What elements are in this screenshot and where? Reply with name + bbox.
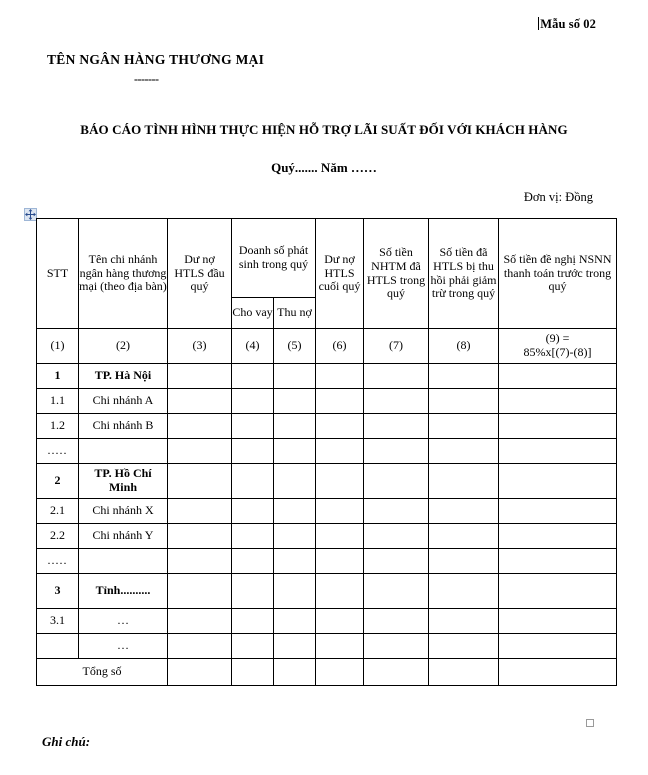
row-value-cell-9[interactable] (499, 574, 617, 609)
row-value-cell-8[interactable] (429, 439, 499, 464)
row-stt-cell[interactable]: 2 (37, 464, 79, 499)
row-stt-cell[interactable] (37, 634, 79, 659)
row-value-cell-9[interactable] (499, 549, 617, 574)
row-value-cell-4[interactable] (232, 439, 274, 464)
col-header-turnover-lend: Cho vay (232, 298, 274, 329)
row-value-cell-7[interactable] (364, 609, 429, 634)
total-cell-8[interactable] (429, 659, 499, 686)
row-value-cell-5[interactable] (274, 464, 316, 499)
row-value-cell-6[interactable] (316, 549, 364, 574)
row-name-cell[interactable]: … (79, 634, 168, 659)
number-cell-4: (4) (232, 329, 274, 364)
heading-rule: ------- (134, 72, 159, 86)
row-name-cell[interactable]: Chi nhánh Y (79, 524, 168, 549)
table-row (37, 389, 617, 414)
row-value-cell-4[interactable] (232, 574, 274, 609)
table-body (37, 329, 617, 686)
row-value-cell-3[interactable] (168, 439, 232, 464)
col-header-debt-begin: Dư nợ HTLS đầu quý (168, 219, 232, 329)
row-value-cell-3[interactable] (168, 524, 232, 549)
number-cell-5: (5) (274, 329, 316, 364)
row-name-cell[interactable]: … (79, 609, 168, 634)
row-value-cell-8[interactable] (429, 364, 499, 389)
row-value-cell-4[interactable] (232, 414, 274, 439)
row-value-cell-3[interactable] (168, 499, 232, 524)
row-value-cell-9[interactable] (499, 414, 617, 439)
number-cell-9-line1: (9) = (545, 331, 570, 346)
number-cell-1: (1) (37, 329, 79, 364)
row-stt-cell[interactable]: ..... (37, 439, 79, 464)
footer-note: Ghi chú: (42, 734, 91, 749)
total-cell-6[interactable] (316, 659, 364, 686)
row-name-cell[interactable]: Chi nhánh A (79, 389, 168, 414)
row-value-cell-8[interactable] (429, 574, 499, 609)
row-value-cell-6[interactable] (316, 634, 364, 659)
row-value-cell-9[interactable] (499, 389, 617, 414)
row-value-cell-8[interactable] (429, 609, 499, 634)
row-value-cell-5[interactable] (274, 634, 316, 659)
row-value-cell-8[interactable] (429, 389, 499, 414)
report-table-wrapper (36, 218, 616, 686)
table-header-row-main (37, 219, 617, 298)
row-value-cell-9[interactable] (499, 499, 617, 524)
report-period: Quý....... Năm …… (271, 160, 377, 175)
row-stt-cell[interactable]: ..... (37, 549, 79, 574)
row-value-cell-5[interactable] (274, 549, 316, 574)
row-value-cell-3[interactable] (168, 549, 232, 574)
table-row (37, 499, 617, 524)
row-value-cell-7[interactable] (364, 524, 429, 549)
number-cell-7: (7) (364, 329, 429, 364)
row-name-cell[interactable] (79, 549, 168, 574)
row-value-cell-4[interactable] (232, 389, 274, 414)
row-value-cell-9[interactable] (499, 524, 617, 549)
row-name-cell[interactable]: TP. Hồ Chí Minh (79, 464, 168, 499)
row-value-cell-3[interactable] (168, 634, 232, 659)
row-stt-cell[interactable]: 1.2 (37, 414, 79, 439)
bank-name-heading: TÊN NGÂN HÀNG THƯƠNG MẠI (47, 52, 265, 67)
total-label[interactable]: Tổng số (37, 659, 168, 686)
report-table (36, 218, 617, 686)
row-value-cell-3[interactable] (168, 464, 232, 499)
row-value-cell-7[interactable] (364, 414, 429, 439)
row-value-cell-9[interactable] (499, 634, 617, 659)
total-cell-9[interactable] (499, 659, 617, 686)
row-value-cell-6[interactable] (316, 609, 364, 634)
row-value-cell-3[interactable] (168, 574, 232, 609)
row-value-cell-4[interactable] (232, 609, 274, 634)
page-title: BÁO CÁO TÌNH HÌNH THỰC HIỆN HỖ TRỢ LÃI SUẤT ĐỐI VỚI KHÁCH HÀNG (80, 122, 568, 137)
row-name-cell[interactable]: Chi nhánh X (79, 499, 168, 524)
row-value-cell-8[interactable] (429, 524, 499, 549)
row-value-cell-5[interactable] (274, 524, 316, 549)
row-value-cell-5[interactable] (274, 389, 316, 414)
row-value-cell-8[interactable] (429, 464, 499, 499)
row-value-cell-7[interactable] (364, 364, 429, 389)
row-value-cell-8[interactable] (429, 549, 499, 574)
number-cell-3: (3) (168, 329, 232, 364)
row-value-cell-3[interactable] (168, 389, 232, 414)
row-value-cell-9[interactable] (499, 609, 617, 634)
row-value-cell-9[interactable] (499, 364, 617, 389)
table-row (37, 549, 617, 574)
row-value-cell-3[interactable] (168, 609, 232, 634)
table-resize-handle-icon[interactable] (586, 719, 594, 727)
row-value-cell-7[interactable] (364, 499, 429, 524)
row-stt-cell[interactable]: 3.1 (37, 609, 79, 634)
col-header-amount-recovered: Số tiền đã HTLS bị thu hồi phải giảm trừ trong quý (429, 219, 499, 329)
form-code-label: Mẫu số 02 (540, 17, 596, 31)
row-value-cell-9[interactable] (499, 439, 617, 464)
row-value-cell-5[interactable] (274, 364, 316, 389)
table-number-row (37, 329, 617, 364)
number-cell-2: (2) (79, 329, 168, 364)
col-header-amount-supported: Số tiền NHTM đã HTLS trong quý (364, 219, 429, 329)
col-header-stt: STT (37, 219, 79, 329)
row-value-cell-5[interactable] (274, 574, 316, 609)
total-cell-5[interactable] (274, 659, 316, 686)
row-value-cell-7[interactable] (364, 389, 429, 414)
row-value-cell-5[interactable] (274, 609, 316, 634)
row-value-cell-7[interactable] (364, 464, 429, 499)
row-value-cell-3[interactable] (168, 414, 232, 439)
row-value-cell-8[interactable] (429, 414, 499, 439)
row-name-cell[interactable] (79, 439, 168, 464)
row-name-cell[interactable]: Tỉnh.......... (79, 574, 168, 609)
row-value-cell-6[interactable] (316, 464, 364, 499)
table-row (37, 439, 617, 464)
row-value-cell-6[interactable] (316, 389, 364, 414)
row-value-cell-7[interactable] (364, 549, 429, 574)
row-stt-cell[interactable]: 2.2 (37, 524, 79, 549)
total-cell-3[interactable] (168, 659, 232, 686)
currency-unit-label: Đơn vị: Đồng (523, 190, 593, 204)
row-value-cell-4[interactable] (232, 524, 274, 549)
row-value-cell-4[interactable] (232, 499, 274, 524)
number-cell-6: (6) (316, 329, 364, 364)
row-value-cell-6[interactable] (316, 524, 364, 549)
number-cell-9-line2: 85%x[(7)-(8)] (523, 345, 592, 359)
row-value-cell-8[interactable] (429, 499, 499, 524)
row-value-cell-4[interactable] (232, 634, 274, 659)
table-row-total (37, 659, 617, 686)
col-header-amount-requested: Số tiền đề nghị NSNN thanh toán trước trong quý (499, 219, 617, 329)
row-value-cell-3[interactable] (168, 364, 232, 389)
row-value-cell-9[interactable] (499, 464, 617, 499)
row-stt-cell[interactable]: 1 (37, 364, 79, 389)
row-name-cell[interactable]: Chi nhánh B (79, 414, 168, 439)
table-row (37, 634, 617, 659)
col-header-turnover-collect: Thu nợ (274, 298, 316, 329)
row-value-cell-8[interactable] (429, 634, 499, 659)
table-row (37, 364, 617, 389)
row-value-cell-7[interactable] (364, 634, 429, 659)
total-cell-4[interactable] (232, 659, 274, 686)
row-stt-cell[interactable]: 2.1 (37, 499, 79, 524)
row-value-cell-7[interactable] (364, 574, 429, 609)
col-header-turnover-group: Doanh số phát sinh trong quý (232, 219, 316, 298)
row-value-cell-6[interactable] (316, 574, 364, 609)
col-header-debt-end: Dư nợ HTLS cuối quý (316, 219, 364, 329)
row-value-cell-6[interactable] (316, 364, 364, 389)
table-row (37, 464, 617, 499)
row-value-cell-5[interactable] (274, 499, 316, 524)
row-stt-cell[interactable]: 1.1 (37, 389, 79, 414)
col-header-branch-name: Tên chi nhánh ngân hàng thương mại (theo địa bàn) (79, 219, 168, 329)
row-value-cell-4[interactable] (232, 364, 274, 389)
table-row (37, 574, 617, 609)
row-value-cell-5[interactable] (274, 439, 316, 464)
form-code (538, 17, 596, 32)
number-cell-9 (499, 329, 617, 364)
row-name-cell[interactable]: TP. Hà Nội (79, 364, 168, 389)
row-value-cell-4[interactable] (232, 549, 274, 574)
row-stt-cell[interactable]: 3 (37, 574, 79, 609)
row-value-cell-4[interactable] (232, 464, 274, 499)
table-row (37, 414, 617, 439)
row-value-cell-6[interactable] (316, 499, 364, 524)
table-row (37, 609, 617, 634)
total-cell-7[interactable] (364, 659, 429, 686)
row-value-cell-6[interactable] (316, 414, 364, 439)
row-value-cell-6[interactable] (316, 439, 364, 464)
row-value-cell-7[interactable] (364, 439, 429, 464)
row-value-cell-5[interactable] (274, 414, 316, 439)
number-cell-8: (8) (429, 329, 499, 364)
table-row (37, 524, 617, 549)
